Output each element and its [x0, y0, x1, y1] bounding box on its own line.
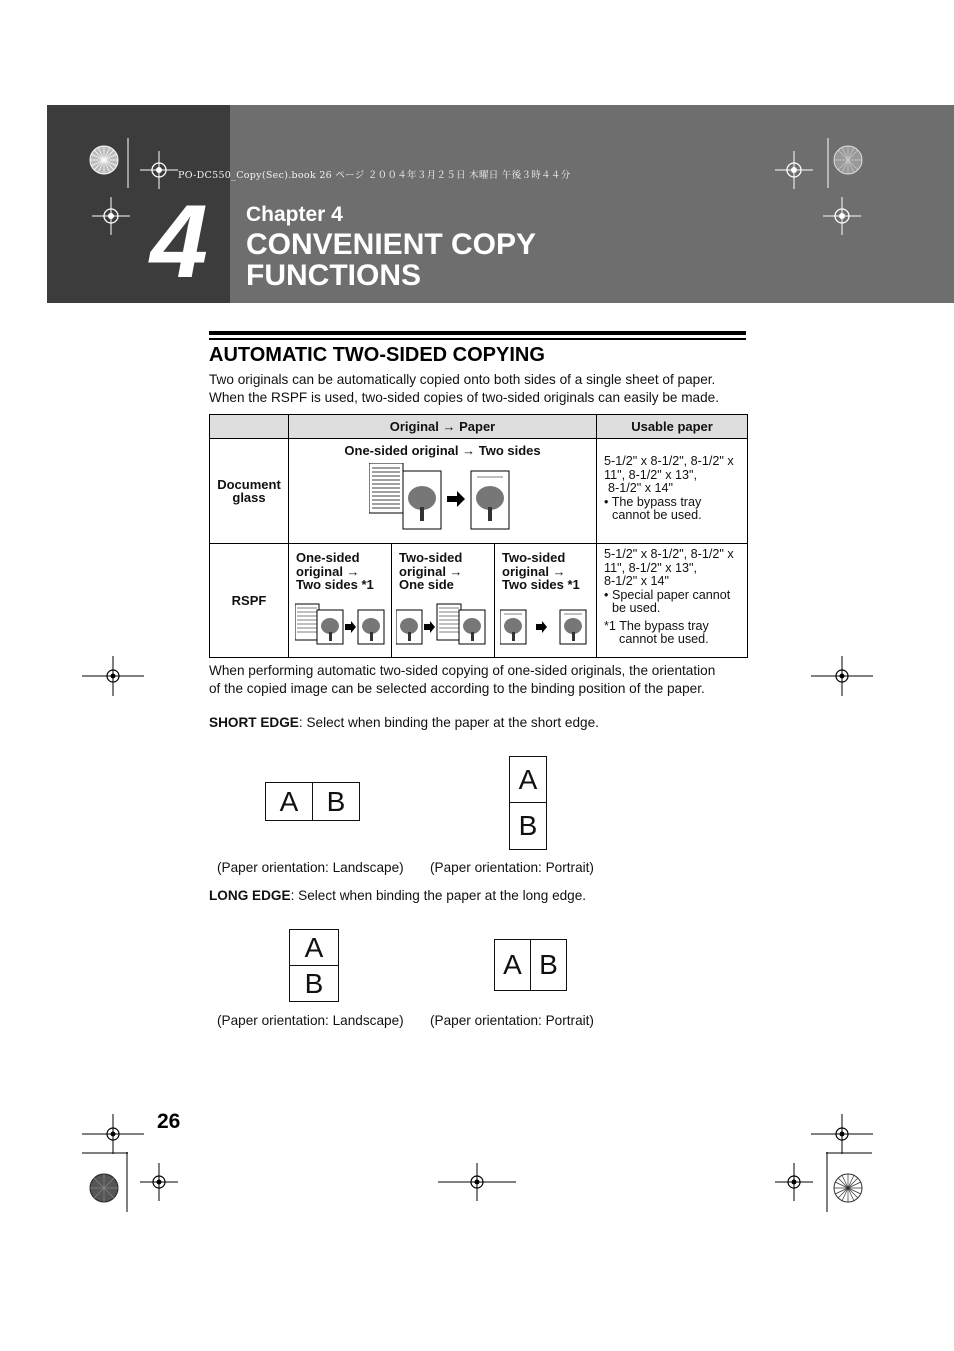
- tree-page-icon: [403, 471, 441, 529]
- short-edge-label: SHORT EDGE: [209, 715, 299, 730]
- short-edge-text: : Select when binding the paper at the short edge.: [298, 715, 599, 730]
- registration-mark-icon: [82, 1114, 144, 1154]
- crop-mark: [127, 138, 129, 188]
- rspf-mode-one-to-two: One-sided original → Two sides *1: [289, 544, 392, 658]
- registration-mark-icon: [82, 656, 144, 696]
- crop-mark: [824, 1152, 872, 1212]
- section-rule: [209, 331, 746, 335]
- short-edge-portrait-page-a: A: [509, 756, 547, 803]
- table-header-usable-paper: Usable paper: [597, 415, 748, 439]
- document-glass-diagram: [289, 458, 596, 530]
- chapter-number: 4: [150, 184, 208, 300]
- table-header-blank: [210, 415, 289, 439]
- long-edge-text: : Select when binding the paper at the long edge.: [290, 888, 587, 903]
- long-edge-caption-landscape: (Paper orientation: Landscape): [217, 1013, 404, 1028]
- right-arrow-icon: [447, 491, 465, 507]
- section-rule-thin: [209, 338, 746, 340]
- registration-mark-icon: [823, 197, 861, 235]
- chapter-title: [246, 229, 536, 291]
- long-edge-portrait-page-b: B: [530, 939, 567, 991]
- rspf-mode-two-to-one: Two-sided original → One side: [392, 544, 495, 658]
- section-title: AUTOMATIC TWO-SIDED COPYING: [209, 344, 545, 366]
- rspf-usable-paper: 5-1/2" x 8-1/2", 8-1/2" x 11", 8-1/2" x 13", 8-1/2" x 14" • Special paper cannot be used. *1 The bypass tray cannot be used.: [597, 544, 748, 658]
- registration-mark-icon: [775, 1163, 813, 1201]
- crop-mark: [827, 138, 829, 188]
- crop-mark: [82, 1152, 130, 1212]
- registration-mark-icon: [92, 197, 130, 235]
- long-edge-paragraph: [209, 887, 754, 905]
- registration-mark-icon: [140, 1163, 178, 1201]
- registration-mark-icon: [811, 656, 873, 696]
- table-header-original-paper: Original → Paper: [289, 415, 597, 439]
- two-to-two-diagram-icon: [500, 602, 592, 646]
- registration-mark-icon: [140, 151, 178, 189]
- short-edge-paragraph: [209, 714, 754, 732]
- document-glass-mode-cell: [289, 439, 597, 544]
- chapter-title-line1: CONVENIENT COPY: [246, 228, 537, 261]
- document-glass-mode: One-sided original → Two sides: [344, 443, 541, 458]
- short-edge-landscape-page-b: B: [312, 782, 360, 821]
- short-edge-portrait-page-b: B: [509, 802, 547, 850]
- intro-line2: When the RSPF is used, two-sided copies of two-sided originals can easily be made.: [209, 389, 720, 405]
- orientation-paragraph: When performing automatic two-sided copying of one-sided originals, the orientation of the copied image can be selected according to the binding position of the paper.: [209, 663, 716, 696]
- color-wheel-icon: [88, 144, 120, 176]
- copy-mode-table: [209, 414, 748, 658]
- short-edge-caption-landscape: (Paper orientation: Landscape): [217, 860, 404, 875]
- intro-line1: Two originals can be automatically copied onto both sides of a single sheet of paper.: [209, 372, 716, 387]
- registration-mark-icon: [775, 151, 813, 189]
- rspf-mode-two-to-two: Two-sided original → Two sides *1: [495, 544, 597, 658]
- row-label-document-glass: Document glass: [210, 439, 289, 544]
- color-wheel-icon: [832, 144, 864, 176]
- short-edge-caption-portrait: (Paper orientation: Portrait): [430, 860, 594, 875]
- chapter-label: Chapter 4: [246, 203, 343, 226]
- registration-mark-icon: [438, 1163, 516, 1201]
- two-to-one-diagram-icon: [396, 602, 490, 646]
- tree-page-icon: [471, 471, 509, 529]
- document-stack-icon: [369, 463, 403, 513]
- long-edge-caption-portrait: (Paper orientation: Portrait): [430, 1013, 594, 1028]
- one-to-two-diagram-icon: [295, 602, 385, 646]
- document-glass-usable-paper: 5-1/2" x 8-1/2", 8-1/2" x 11", 8-1/2" x 13", 8-1/2" x 14" • The bypass tray cannot be used.: [597, 439, 748, 544]
- section-intro: [209, 371, 754, 406]
- page-number: 26: [157, 1110, 181, 1133]
- long-edge-landscape-page-a: A: [289, 929, 339, 966]
- long-edge-portrait-page-a: A: [494, 939, 531, 991]
- long-edge-label: LONG EDGE: [209, 888, 291, 903]
- one-to-two-diagram-icon: [369, 463, 519, 533]
- row-label-rspf: RSPF: [210, 544, 289, 658]
- registration-mark-icon: [811, 1114, 873, 1154]
- short-edge-landscape-page-a: A: [265, 782, 313, 821]
- chapter-title-line2: FUNCTIONS: [246, 259, 421, 292]
- file-stamp: PO-DC550_Copy(Sec).book 26 ページ ２００４年３月２５日 木曜日 午後３時４４分: [178, 170, 571, 181]
- long-edge-landscape-page-b: B: [289, 965, 339, 1002]
